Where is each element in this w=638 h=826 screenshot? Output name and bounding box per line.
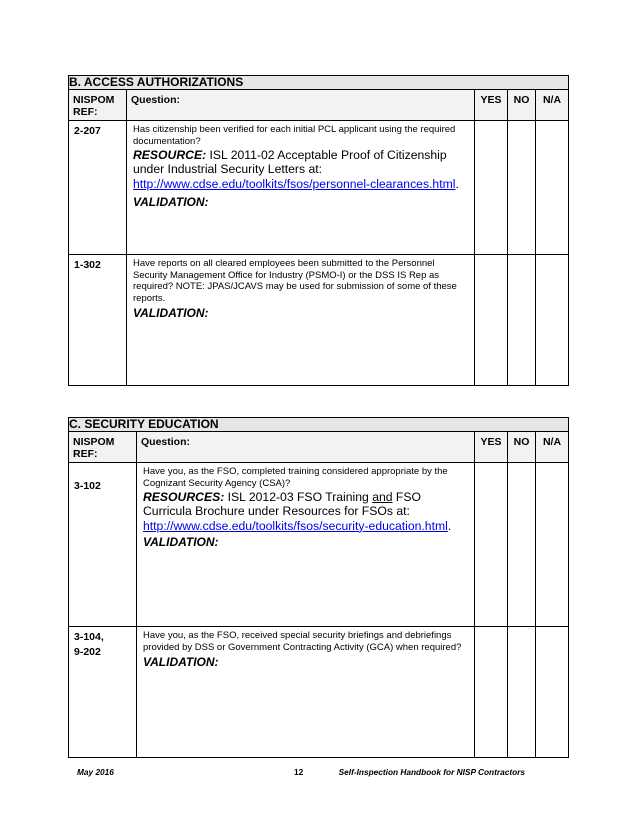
resource-text: FSO Curricula Brochure under Resources for FSOs at: bbox=[143, 490, 421, 519]
no-checkbox-cell[interactable] bbox=[508, 463, 536, 627]
no-checkbox-cell[interactable] bbox=[508, 255, 536, 386]
question-text: Have you, as the FSO, completed training considered appropriate by the Cognizant Security Agency (CSA)? bbox=[143, 466, 448, 489]
question-header: Question: bbox=[131, 94, 180, 106]
yes-header: YES bbox=[480, 436, 502, 448]
question-text: Have you, as the FSO, received special security briefings and debriefings provided by DSS or Government Contracting Activity (GCA) when required? bbox=[143, 630, 462, 653]
table-row bbox=[69, 255, 569, 386]
section-title: C. SECURITY EDUCATION bbox=[69, 418, 569, 432]
yes-checkbox-cell[interactable] bbox=[475, 627, 508, 758]
nispom-ref: 2-207 bbox=[74, 125, 101, 137]
yes-header: YES bbox=[480, 94, 502, 106]
validation-label: VALIDATION: bbox=[143, 655, 219, 670]
na-checkbox-cell[interactable] bbox=[536, 463, 569, 627]
no-header: NO bbox=[513, 94, 530, 106]
nispom-ref-header: NISPOM REF: bbox=[73, 436, 115, 460]
nispom-ref-line: 3-104, bbox=[74, 631, 104, 643]
question-text: Has citizenship been verified for each initial PCL applicant using the required documentation? bbox=[133, 124, 456, 147]
footer-date: May 2016 bbox=[77, 767, 114, 777]
resource-and: and bbox=[372, 490, 393, 505]
validation-label: VALIDATION: bbox=[143, 535, 219, 550]
no-checkbox-cell[interactable] bbox=[508, 627, 536, 758]
nispom-ref bbox=[69, 627, 136, 660]
security-education-table bbox=[68, 417, 569, 758]
yes-checkbox-cell[interactable] bbox=[475, 121, 508, 255]
na-checkbox-cell[interactable] bbox=[536, 627, 569, 758]
yes-checkbox-cell[interactable] bbox=[475, 255, 508, 386]
resource-end: . bbox=[447, 518, 452, 533]
resource-text: ISL 2011-02 Acceptable Proof of Citizenship under Industrial Security Letters at: bbox=[133, 148, 447, 177]
na-checkbox-cell[interactable] bbox=[536, 255, 569, 386]
resource-link[interactable]: http://www.cdse.edu/toolkits/fsos/security-education.html bbox=[143, 518, 448, 533]
yes-checkbox-cell[interactable] bbox=[475, 463, 508, 627]
resource-link[interactable]: http://www.cdse.edu/toolkits/fsos/personnel-clearances.html bbox=[133, 176, 456, 191]
no-header: NO bbox=[513, 436, 530, 448]
nispom-ref: 3-102 bbox=[74, 480, 101, 492]
nispom-ref: 1-302 bbox=[74, 259, 101, 271]
na-header: N/A bbox=[542, 436, 562, 448]
na-header: N/A bbox=[542, 94, 562, 106]
nispom-ref-header: NISPOM REF: bbox=[73, 94, 115, 118]
validation-label: VALIDATION: bbox=[133, 195, 209, 210]
resource-label: RESOURCES: bbox=[143, 490, 225, 505]
section-title: B. ACCESS AUTHORIZATIONS bbox=[69, 76, 569, 90]
question-header: Question: bbox=[141, 436, 190, 448]
resource-label: RESOURCE: bbox=[133, 148, 207, 163]
page-number: 12 bbox=[294, 767, 304, 777]
no-checkbox-cell[interactable] bbox=[508, 121, 536, 255]
resource-text: ISL 2012-03 FSO Training bbox=[224, 490, 373, 505]
resource-note bbox=[133, 148, 468, 191]
na-checkbox-cell[interactable] bbox=[536, 121, 569, 255]
resource-note bbox=[143, 490, 468, 533]
table-row bbox=[69, 627, 569, 758]
table-row bbox=[69, 121, 569, 255]
validation-label: VALIDATION: bbox=[133, 306, 209, 321]
resource-end: . bbox=[455, 176, 459, 191]
footer-title: Self-Inspection Handbook for NISP Contractors bbox=[338, 767, 525, 777]
table-row bbox=[69, 463, 569, 627]
access-authorizations-table bbox=[68, 75, 569, 386]
question-text: Have reports on all cleared employees been submitted to the Personnel Security Management Office for Industry (PSMO-I) or the DSS IS Rep as required? NOTE: JPAS/JCAVS may be used for submission of some of these reports. bbox=[133, 258, 457, 304]
nispom-ref-line: 9-202 bbox=[74, 646, 101, 658]
